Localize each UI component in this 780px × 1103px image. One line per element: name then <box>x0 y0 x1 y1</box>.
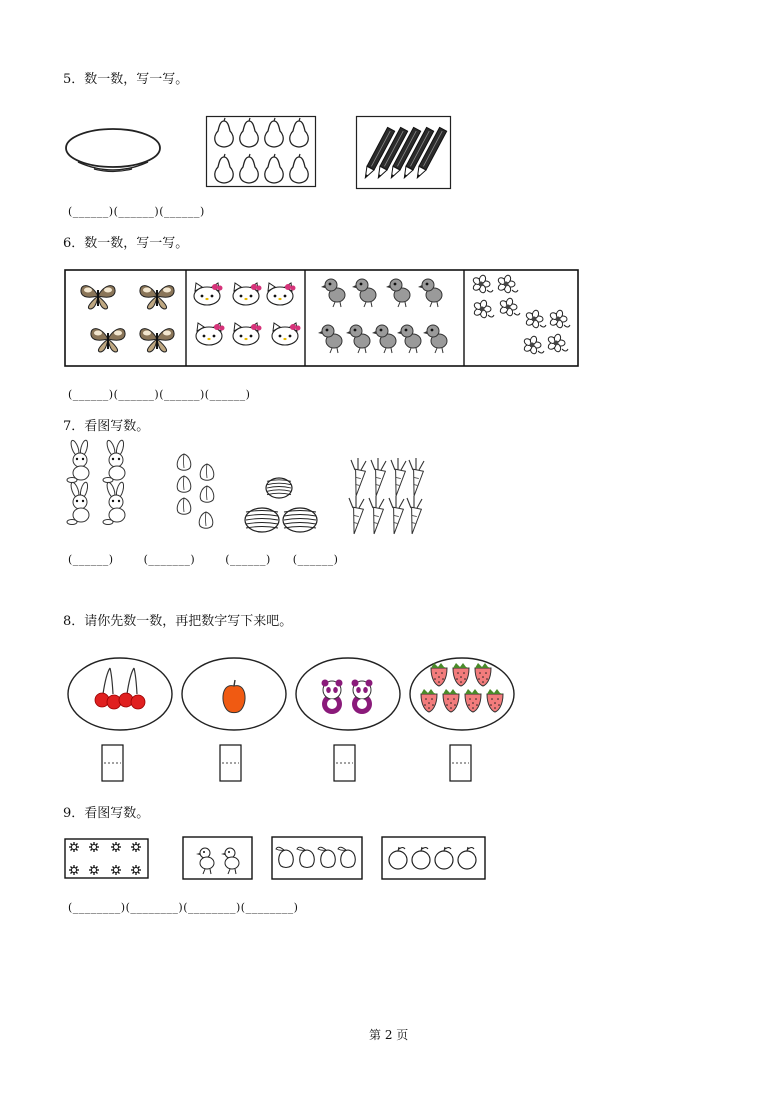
question-prompt: 看图写数。 <box>84 419 150 434</box>
question-prompt: 数一数，写一写。 <box>84 72 189 87</box>
rabbit-icon <box>103 439 125 482</box>
question-prompt: 请你先数一数，再把数字写下来吧。 <box>84 614 293 629</box>
rabbit-icon <box>67 481 89 524</box>
carrot-icon <box>388 496 404 535</box>
star-icon <box>111 842 121 852</box>
answer-blank[interactable]: (______) <box>68 553 114 566</box>
peach-icon <box>200 486 214 502</box>
answer-blank[interactable]: (________) <box>68 901 126 914</box>
peach-icon <box>177 498 191 514</box>
question-6-title <box>63 236 188 252</box>
carrot-icon <box>350 458 366 497</box>
carrot-icon <box>406 496 422 535</box>
answer-box[interactable] <box>102 745 123 781</box>
star-icon <box>89 865 99 875</box>
carrot-icon <box>390 458 406 497</box>
pictures-q7 <box>60 442 430 542</box>
carrot-icon <box>368 496 384 535</box>
pears-picture <box>206 116 316 188</box>
question-number: 8． <box>63 614 85 629</box>
question-prompt: 看图写数。 <box>84 806 150 821</box>
star-icon <box>69 842 79 852</box>
peach-icon <box>200 464 214 480</box>
question-number: 9． <box>63 806 85 821</box>
picture-frame <box>183 837 252 879</box>
peach-icon <box>177 454 191 470</box>
question-9-answer-blanks <box>68 901 298 915</box>
question-number: 5． <box>63 72 85 87</box>
answer-blank[interactable]: (______) <box>204 388 251 401</box>
answer-blank[interactable]: (______) <box>159 205 205 218</box>
answer-blank[interactable]: (______) <box>68 388 114 401</box>
answer-box[interactable] <box>334 745 355 781</box>
answer-blank[interactable]: (______) <box>113 205 160 218</box>
answer-blank[interactable]: (________) <box>240 901 299 914</box>
carrot-icon <box>408 458 424 497</box>
question-prompt: 数一数，写一写。 <box>84 236 189 251</box>
picture-oval <box>68 658 172 730</box>
plate-picture <box>64 126 162 178</box>
answer-blank[interactable]: (________) <box>125 901 184 914</box>
answer-blank[interactable]: (______) <box>113 388 160 401</box>
star-icon <box>131 842 141 852</box>
rabbit-icon <box>103 481 125 524</box>
watermelon-icon <box>283 508 317 532</box>
answer-blank[interactable]: (________) <box>183 901 241 914</box>
question-8-title <box>63 614 292 630</box>
question-6-answer-blanks <box>68 388 250 402</box>
star-icon <box>131 865 141 875</box>
pictures-q9 <box>64 834 488 884</box>
peach-icon <box>199 512 213 528</box>
question-5-answer-blanks <box>68 205 205 219</box>
question-7-title <box>63 419 149 435</box>
peach-icon <box>177 476 191 492</box>
carrot-icon <box>348 496 364 535</box>
answer-box[interactable] <box>220 745 241 781</box>
question-9-title <box>63 806 149 822</box>
question-7-answer-blanks <box>68 553 408 567</box>
watermelon-icon <box>266 478 292 498</box>
pictures-q8 <box>64 652 524 788</box>
answer-blank[interactable]: (______) <box>292 553 339 566</box>
question-number: 6． <box>63 236 85 251</box>
answer-blank[interactable]: (______) <box>68 205 114 218</box>
star-icon <box>69 865 79 875</box>
question-5-title <box>63 72 188 88</box>
star-icon <box>111 865 121 875</box>
page-footer: 第 2 页 <box>369 1028 409 1042</box>
answer-blank[interactable]: (______) <box>159 388 205 401</box>
answer-box[interactable] <box>450 745 471 781</box>
carrot-icon <box>370 458 386 497</box>
answer-blank[interactable]: (______) <box>225 553 271 566</box>
picture-oval <box>296 658 400 730</box>
pencils-picture <box>356 116 452 190</box>
star-icon <box>89 842 99 852</box>
counting-box-q6 <box>64 269 580 369</box>
watermelon-icon <box>245 508 279 532</box>
answer-blank[interactable]: (_______) <box>143 553 196 566</box>
rabbit-icon <box>67 439 89 482</box>
question-number: 7． <box>63 419 85 434</box>
